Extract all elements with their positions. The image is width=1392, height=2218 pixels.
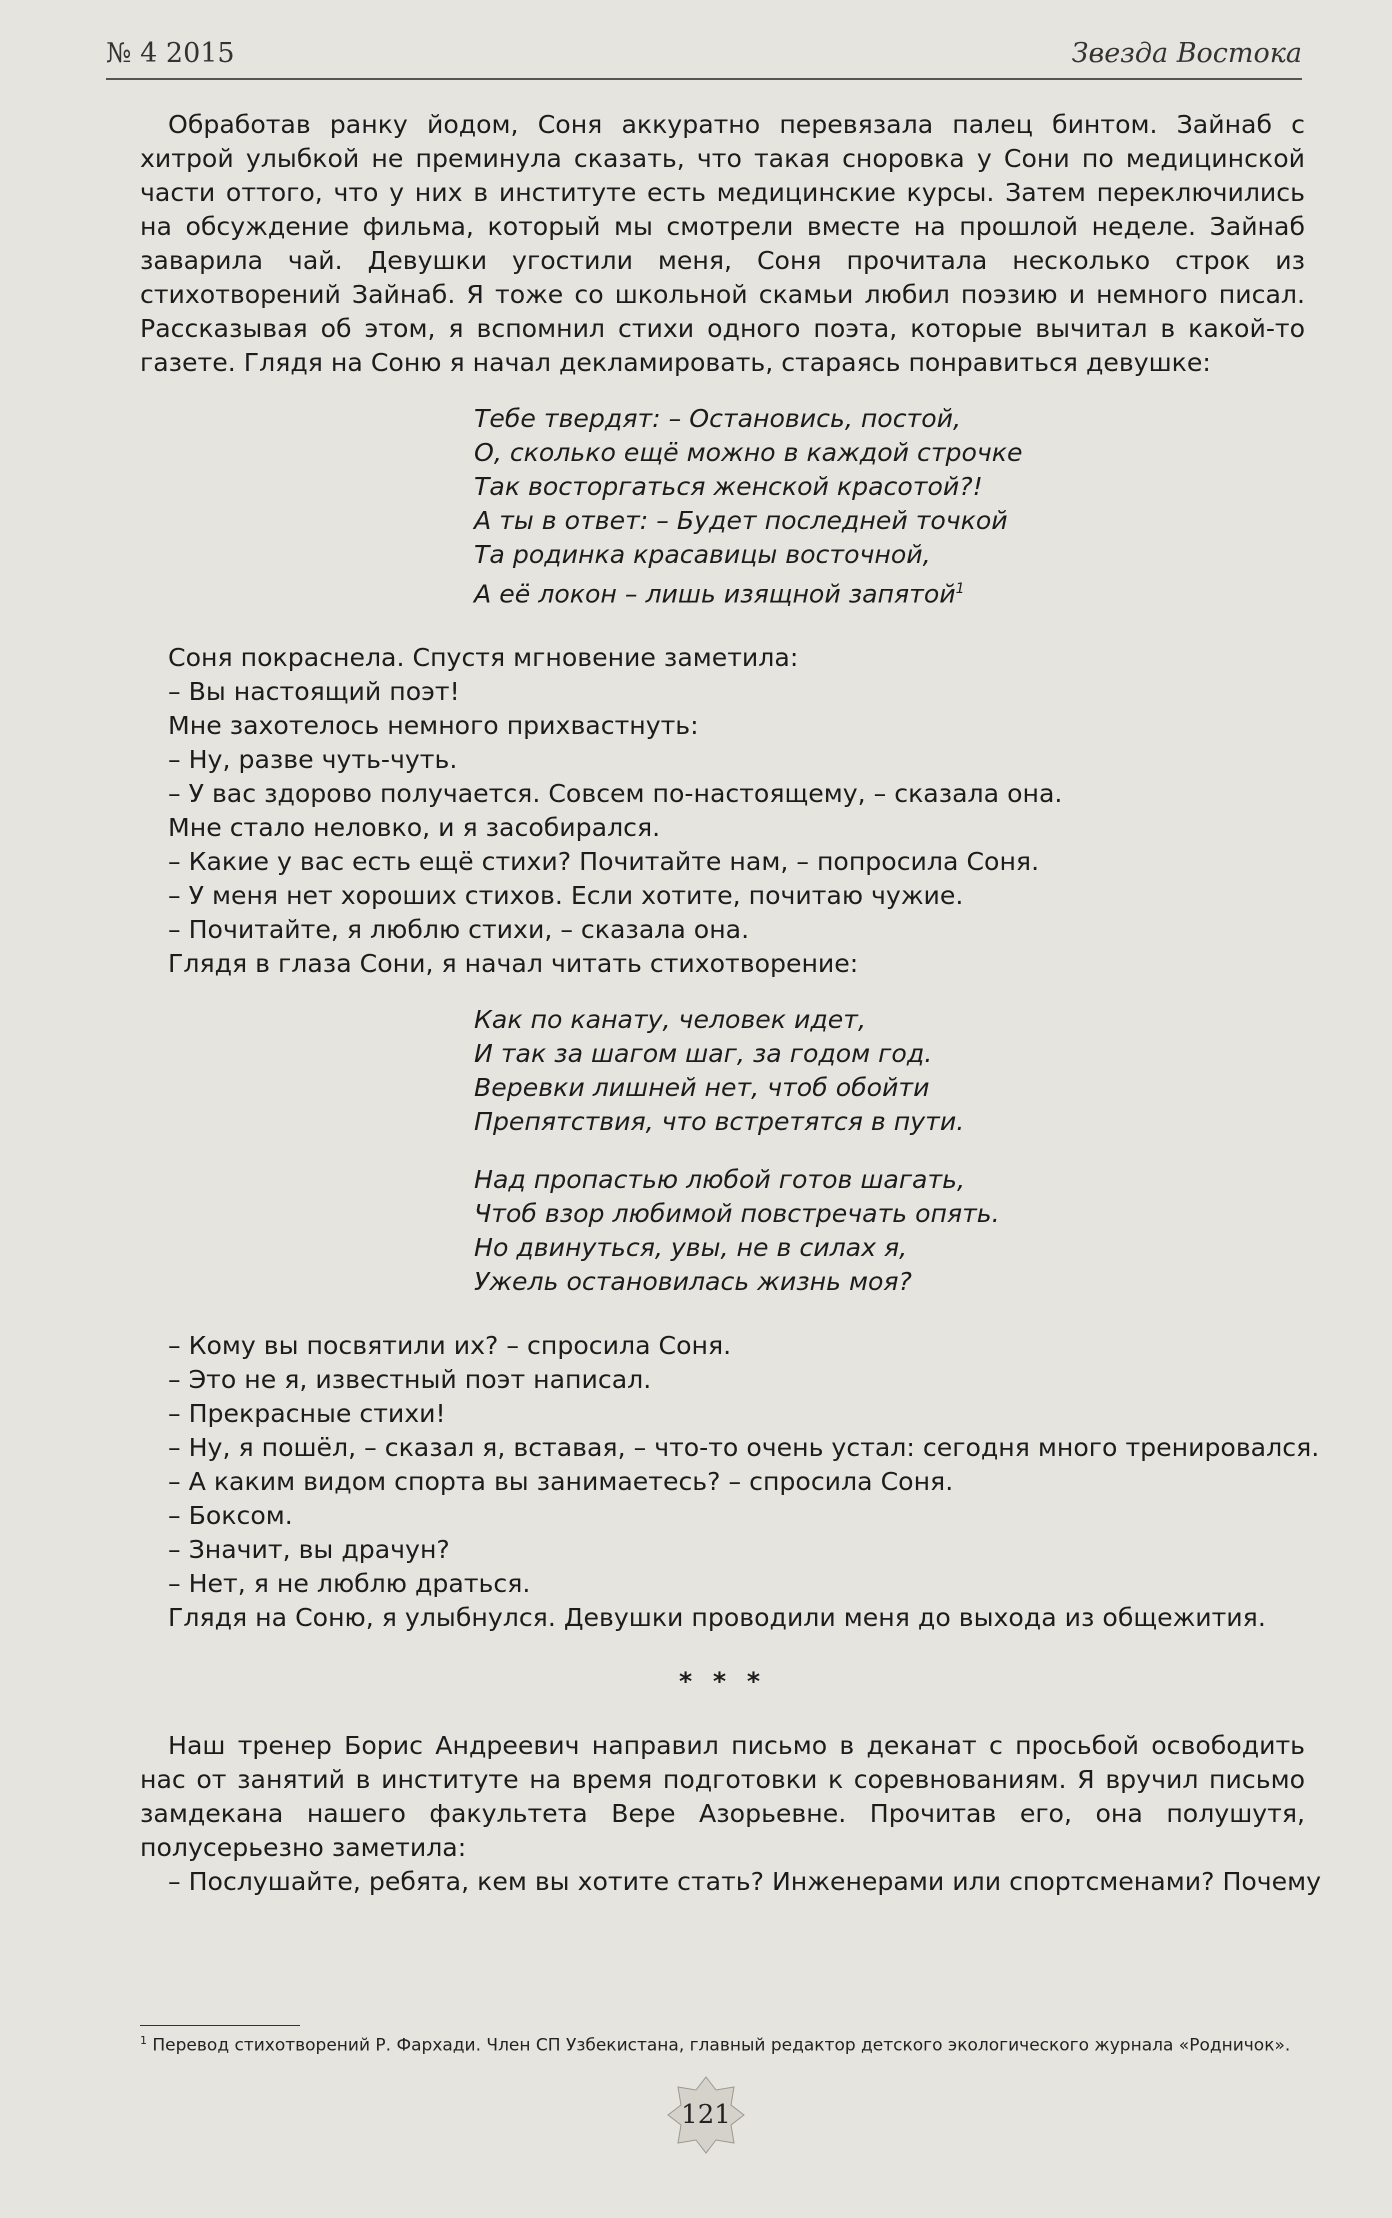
dialog-line: – Почитайте, я люблю стихи, – сказала она. [168,915,750,945]
dialog-line: Мне захотелось немного прихвастнуть: [168,711,699,741]
dialog-line: – Значит, вы драчун? [168,1535,450,1565]
dialog-second [140,1329,1320,1635]
poem-line: Но двинуться, увы, не в силах я, [474,1233,908,1263]
poem-line: А ты в ответ: – Будет последней точкой [474,506,1008,535]
poem-line: Веревки лишней нет, чтоб обойти [474,1073,930,1103]
dialog-line: – А каким видом спорта вы занимаетесь? – спросила Соня. [168,1467,954,1497]
dialog-line: – Это не я, известный поэт написал. [168,1365,652,1395]
poem-line: Так восторгаться женской красотой?! [474,472,983,501]
paragraph-intro: Обработав ранку йодом, Соня аккуратно перевязала палец бинтом. Зайнаб с хитрой улыбкой не преминула сказать, что такая сноровка у Сони по медицинской части оттого, что у них в институте есть медицинские курсы. Затем переключились на обсуждение фильма, который мы смотрели вместе на прошлой неделе. Зайнаб заварила чай. Девушки угостили меня, Соня прочитала несколько строк из стихотворений Зайнаб. Я тоже со школьной скамьи любил поэзию и немного писал. Рассказывая об этом, я вспомнил стихи одного поэта, которые вычитал в какой-то газете. Глядя на Соню я начал декламировать, стараясь понравиться девушке: [140,110,1305,377]
footnote-divider [140,2025,300,2026]
article-body [140,108,1322,1899]
footnote-text: Перевод стихотворений Р. Фархади. Член СП Узбекистана, главный редактор детского экологического журнала «Родничок». [147,2035,1291,2056]
journal-title: Звезда Востока [1071,38,1302,69]
dialog-line: – Вы настоящий поэт! [168,677,460,707]
poem-line: Тебе твердят: – Остановись, постой, [474,404,962,433]
dialog-line: Мне стало неловко, и я засобирался. [168,813,661,843]
poem-line: Как по канату, человек идет, [474,1005,866,1035]
poem-second [140,1003,1305,1299]
dialog-line: – Нет, я не люблю драться. [168,1569,531,1599]
footnote [140,2034,1290,2056]
running-header [106,38,1302,80]
poem-line: О, сколько ещё можно в каждой строчке [474,438,1023,467]
poem-line-last [474,572,1305,611]
dialog-line: – Ну, разве чуть-чуть. [168,745,458,775]
poem-line: Та родинка красавицы восточной, [474,540,931,569]
paragraph-question: – Послушайте, ребята, кем вы хотите стать? Инженерами или спортсменами? Почему [168,1867,1322,1897]
dialog-first [140,641,1305,981]
dialog-line: – У меня нет хороших стихов. Если хотите, почитаю чужие. [168,881,964,911]
stanza-gap [474,1139,1305,1163]
dialog-line: – Прекрасные стихи! [168,1399,446,1429]
dialog-line: – Кому вы посвятили их? – спросила Соня. [168,1331,732,1361]
poem-line: Препятствия, что встретятся в пути. [474,1107,965,1137]
dialog-line: – Какие у вас есть ещё стихи? Почитайте нам, – попросила Соня. [168,847,1040,877]
dialog-line: – Боксом. [168,1501,293,1531]
poem-first [140,402,1305,611]
dialog-line: – Ну, я пошёл, – сказал я, вставая, – что-то очень устал: сегодня много тренировался. [168,1433,1320,1463]
paragraph-letter: Наш тренер Борис Андреевич направил письмо в деканат с просьбой освободить нас от занятий в институте на время подготовки к соревнованиям. Я вручил письмо замдекана нашего факультета Вере Азорьевне. Прочитав его, она полушутя, полусерьезно заметила: [140,1731,1305,1863]
dialog-line: Соня покраснела. Спустя мгновение заметила: [168,643,799,673]
poem-line: Чтоб взор любимой повстречать опять. [474,1199,1000,1229]
footnote-marker: 1 [955,581,965,597]
page-number: 121 [681,2100,731,2130]
issue-label: № 4 2015 [106,38,235,69]
poem-line: Над пропастью любой готов шагать, [474,1165,966,1195]
dialog-line: Глядя в глаза Сони, я начал читать стихотворение: [168,949,859,979]
poem-line: Ужель остановилась жизнь моя? [474,1267,912,1297]
section-separator: * * * [678,1667,767,1697]
dialog-line: Глядя на Соню, я улыбнулся. Девушки проводили меня до выхода из общежития. [168,1603,1266,1633]
poem-line: И так за шагом шаг, за годом год. [474,1039,933,1069]
poem-line-text: А её локон – лишь изящной запятой [474,579,956,609]
dialog-line: – У вас здорово получается. Совсем по-настоящему, – сказала она. [168,779,1063,809]
footnote-number: 1 [140,2034,147,2047]
